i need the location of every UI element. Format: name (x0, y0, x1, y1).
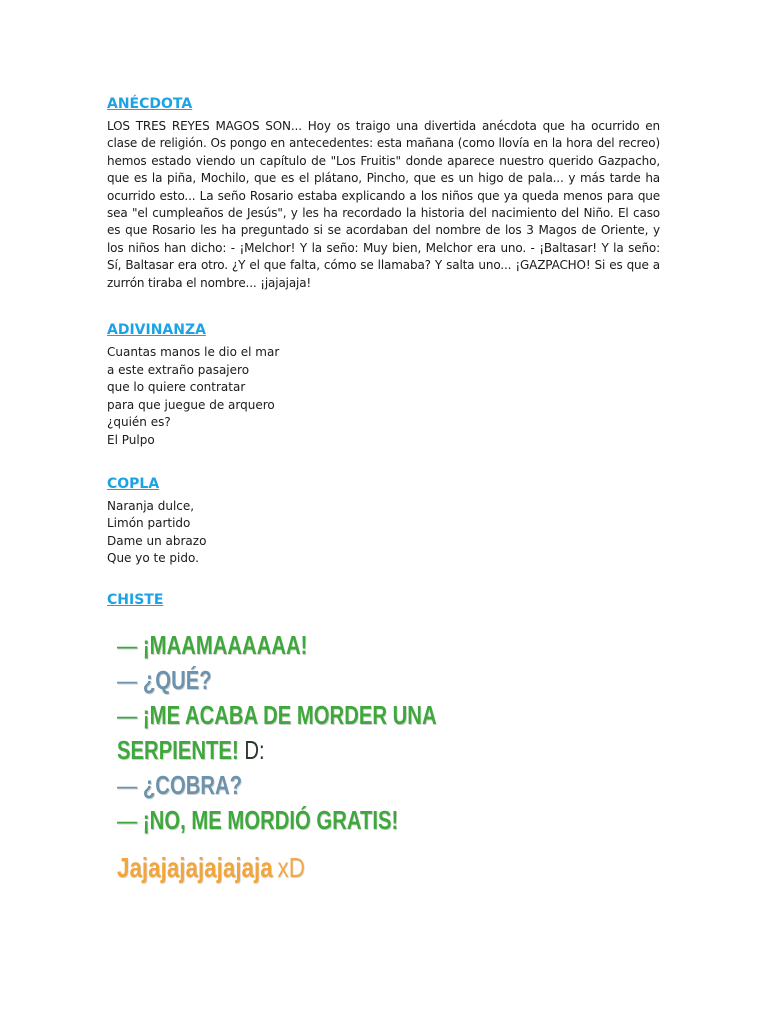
verse-line: Dame un abrazo (107, 533, 207, 548)
laugh-text: Jajajajajajajaja (117, 852, 273, 883)
joke-line (117, 803, 541, 838)
dash: — (117, 700, 138, 730)
verse-line: que lo quiere contratar (107, 380, 246, 395)
joke-text: ¿COBRA? (142, 770, 243, 800)
joke-text: ¡NO, ME MORDIÓ GRATIS! (142, 805, 399, 835)
verse-line: Que yo te pido. (107, 551, 199, 566)
joke-text: ¡ME ACABA DE MORDER UNA (142, 700, 437, 730)
joke-line (117, 768, 541, 803)
dash: — (117, 665, 138, 695)
copla-heading: COPLA (107, 475, 160, 492)
verse-line: Cuantas manos le dio el mar (107, 345, 280, 360)
dash: — (117, 770, 138, 800)
joke-text: ¿QUÉ? (142, 665, 212, 695)
verse-line: para que juegue de arquero (107, 397, 275, 412)
joke-line (117, 663, 541, 698)
riddle-answer: El Pulpo (107, 433, 155, 448)
dash: — (117, 630, 138, 660)
adivinanza-verses (107, 344, 660, 450)
verse-line: a este extraño pasajero (107, 362, 250, 377)
joke-text: SERPIENTE! (117, 735, 239, 765)
document-page (107, 96, 660, 884)
joke-text: ¡MAAMAAAAAA! (142, 630, 308, 660)
copla-verses (107, 498, 660, 568)
dash: — (117, 805, 138, 835)
verse-line: Naranja dulce, (107, 498, 195, 513)
emoticon: D: (244, 735, 265, 765)
laugh-line (117, 852, 551, 884)
joke-line (117, 698, 541, 733)
anecdota-text: LOS TRES REYES MAGOS SON... Hoy os traigo una divertida anécdota que ha ocurrido en clase de religión. Os pongo en antecedentes: esta mañana (como llovía en la hora del recreo) hemos estado viendo un capítulo de "Los Fruitis" donde aparece nuestro querido Gazpacho, que es la piña, Mochilo, que es el plátano, Pincho, que es un higo de pala... y más tarde ha ocurrido esto... La seño Rosario estaba explicando a los niños que ya queda menos para que sea "el cumpleaños de Jesús", y les ha recordado la historia del nacimiento del Niño. El caso es que Rosario les ha preguntado si se acordaban del nombre de los 3 Magos de Oriente, y los niños han dicho: - ¡Melchor! Y la seño: Muy bien, Melchor era uno. - ¡Baltasar! Y la seño: Sí, Baltasar era otro. ¿Y el que falta, cómo se llamaba? Y salta uno... ¡GAZPACHO! Si es que a zurrón tiraba el nombre... ¡jajajaja! (107, 119, 660, 290)
joke-line (117, 733, 541, 768)
chiste-heading: CHISTE (107, 592, 164, 608)
laugh-suffix: xD (277, 852, 305, 883)
joke-image (117, 628, 660, 884)
adivinanza-heading: ADIVINANZA (107, 322, 206, 339)
verse-line: ¿quién es? (107, 415, 171, 430)
anecdota-heading: ANÉCDOTA (107, 96, 193, 112)
verse-line: Limón partido (107, 516, 191, 531)
joke-line (117, 628, 541, 663)
